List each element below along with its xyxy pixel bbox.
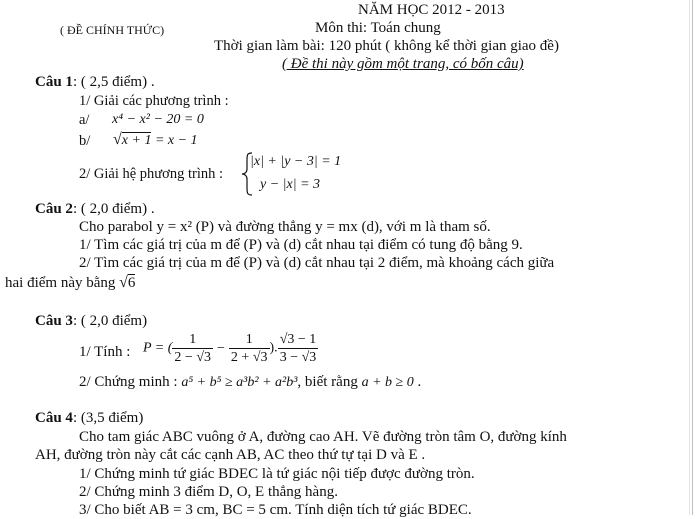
q3-part2-end: . [417,374,422,390]
q4-heading [35,410,143,427]
q2-title: Câu 2 [35,201,73,217]
q4-part2: 2/ Chứng minh 3 điểm D, O, E thẳng hàng. [79,484,338,500]
q3-part2-label: 2/ Chứng minh : [79,374,178,390]
fraction-3-num: √3 − 1 [279,332,317,347]
q4-intro-line2: AH, đường tròn này cắt các cạnh AB, AC theo thứ tự tại D và E . [35,447,426,463]
page-edge-line [692,0,693,515]
q1-system-eq1: |x| + |y − 3| = 1 [250,154,342,169]
q2-part2-cont-text: hai điểm này bằng [5,275,116,291]
q3-part2-condition: a + b ≥ 0 [361,375,414,390]
q4-part3: 3/ Cho biết AB = 3 cm, BC = 5 cm. Tính diện tích tứ giác BDEC. [79,502,472,518]
q1-system-eq2: y − |x| = 3 [260,177,321,192]
q2-part1: 1/ Tìm các giá trị của m để (P) và (d) cắt nhau tại điểm có tung độ bằng 9. [79,237,523,253]
q4-intro-line1: Cho tam giác ABC vuông ở A, đường cao AH. Vẽ đường tròn tâm O, đường kính [79,429,567,445]
minus-sign: − [217,340,225,356]
q1-b-radicand: x + 1 [121,133,152,148]
exam-time: Thời gian làm bài: 120 phút ( không kể thời gian giao đề) [214,38,559,54]
q2-heading [35,201,155,218]
q1-b-rhs: = x − 1 [151,133,198,148]
q1-a-label: a/ [79,112,90,128]
q3-p-lhs: P = ( [143,340,173,356]
close-paren-dot: ). [269,340,278,356]
school-year: NĂM HỌC 2012 - 2013 [358,2,505,18]
q1-b-equation: √x + 1 = x − 1 [113,131,198,148]
q4-title: Câu 4 [35,410,73,426]
fraction-2-num: 1 [229,331,270,349]
fraction-2-den: 2 + √3 [230,350,268,365]
q2-part2: 2/ Tìm các giá trị của m để (P) và (d) cắt nhau tại 2 điểm, mà khoảng cách giữa [79,255,555,271]
q1-part2: 2/ Giải hệ phương trình : [79,166,223,182]
exam-note [282,56,524,73]
fraction-3 [278,331,319,366]
q4-part1: 1/ Chứng minh tứ giác BDEC là tứ giác nội tiếp được đường tròn. [79,466,475,482]
sqrt-sign: √ [119,274,128,291]
fraction-1 [172,331,213,366]
q3-title: Câu 3 [35,313,73,329]
fraction-3-den: 3 − √3 [279,350,317,365]
q3-part1-label: 1/ Tính : [79,344,131,360]
q1-a-equation: x⁴ − x² − 20 = 0 [112,112,204,127]
q2-radicand: 6 [127,275,136,291]
q3-part1-expression [143,331,318,366]
fraction-2 [229,331,270,366]
q1-heading [35,74,155,91]
page-edge-shadow [689,0,690,515]
exam-note-text: ( Đề thi này gồm một trang, có bốn câu) [282,56,524,72]
q3-part2-inequality: a⁵ + b⁵ ≥ a³b² + a²b³ [181,375,298,390]
fraction-1-num: 1 [172,331,213,349]
q1-part1: 1/ Giải các phương trình : [79,93,229,109]
exam-subject: Môn thi: Toán chung [315,20,441,36]
q2-part2-cont [5,274,135,292]
q3-part2 [79,374,421,391]
official-tag: ( ĐỀ CHÍNH THỨC) [60,23,165,37]
fraction-1-den: 2 − √3 [174,350,212,365]
q3-heading [35,313,147,330]
q4-points: : (3,5 điểm) [72,410,144,426]
q2-points: : ( 2,0 điểm) . [72,201,155,217]
q3-points: : ( 2,0 điểm) [72,313,148,329]
q1-title: Câu 1 [35,74,73,90]
q1-points: : ( 2,5 điểm) . [72,74,155,90]
q1-b-label: b/ [79,133,91,149]
q2-intro: Cho parabol y = x² (P) và đường thẳng y = mx (d), với m là tham số. [79,219,491,235]
q3-part2-cond-text: , biết rằng [297,374,358,390]
